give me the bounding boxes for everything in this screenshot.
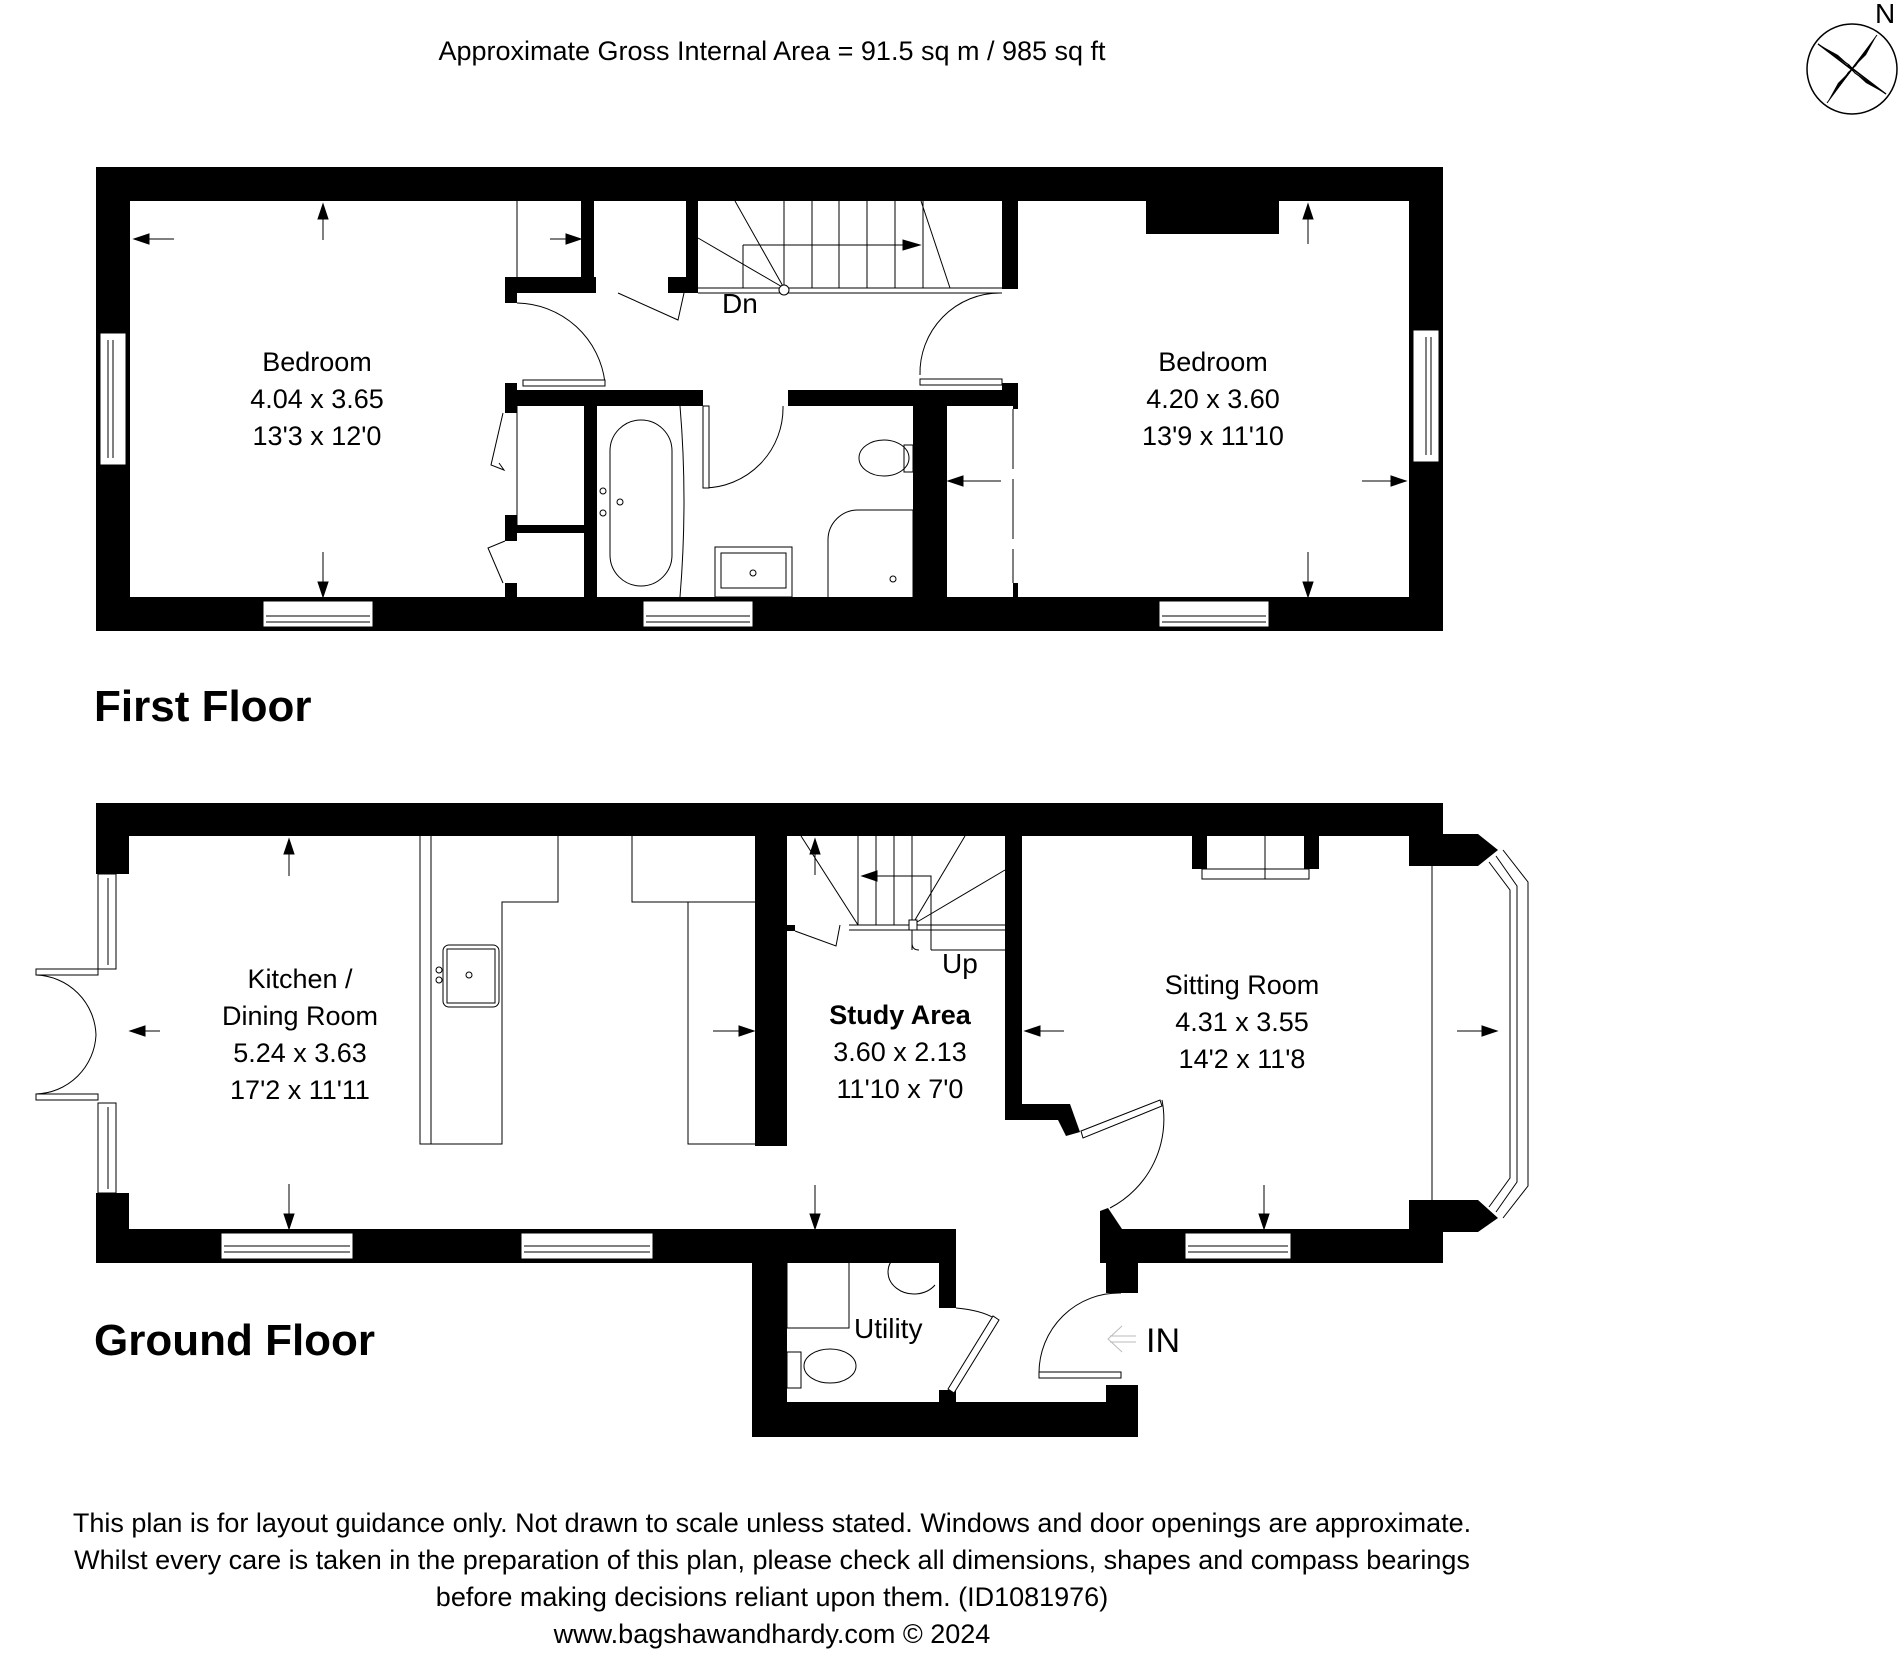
disclaimer-line-2: Whilst every care is taken in the preparation of this plan, please check all dimensions, shapes and compass bearings	[74, 1545, 1470, 1575]
disclaimer-line-1: This plan is for layout guidance only. Not drawn to scale unless stated. Windows and door openings are approximate.	[72, 1508, 1472, 1538]
room-imperial: 13'3 x 12'0	[252, 421, 382, 451]
room-label-utility: Utility	[854, 1313, 923, 1344]
stairs-up-label: Up	[942, 948, 978, 979]
room-label-study-area	[790, 997, 1010, 1108]
staircase	[698, 201, 1002, 295]
compass-rose-icon	[1807, 24, 1897, 114]
room-name: Bedroom	[262, 347, 372, 377]
room-metric: 4.04 x 3.65	[250, 384, 384, 414]
room-name: Bedroom	[1158, 347, 1268, 377]
entrance-label: IN	[1146, 1322, 1180, 1360]
room-metric: 4.31 x 3.55	[1175, 1007, 1309, 1037]
floor-title-ground: Ground Floor	[94, 1316, 376, 1365]
room-metric: 3.60 x 2.13	[833, 1037, 967, 1067]
entrance-arrow-icon	[1108, 1326, 1136, 1352]
room-name: Kitchen /	[247, 964, 353, 994]
staircase	[795, 836, 1005, 950]
room-name: Study Area	[829, 1000, 971, 1030]
disclaimer-line-3: before making decisions reliant upon them. (ID1081976)	[435, 1582, 1109, 1612]
stairs-down-label: Dn	[722, 288, 758, 319]
gross-internal-area: Approximate Gross Internal Area = 91.5 sq m / 985 sq ft	[438, 36, 1106, 66]
room-name-2: Dining Room	[221, 1001, 379, 1031]
floor-title-first: First Floor	[94, 682, 312, 731]
room-imperial: 17'2 x 11'11	[230, 1075, 370, 1105]
room-label-bedroom-1	[207, 344, 427, 455]
disclaimer	[0, 1505, 1544, 1653]
room-name: Sitting Room	[1164, 970, 1320, 1000]
room-label-kitchen-dining	[180, 961, 420, 1109]
room-label-bedroom-2	[1103, 344, 1323, 455]
room-imperial: 13'9 x 11'10	[1142, 421, 1284, 451]
room-metric: 5.24 x 3.63	[233, 1038, 367, 1068]
room-metric: 4.20 x 3.60	[1146, 384, 1280, 414]
website-credit: www.bagshawandhardy.com © 2024	[553, 1619, 991, 1649]
room-imperial: 11'10 x 7'0	[836, 1074, 964, 1104]
room-imperial: 14'2 x 11'8	[1178, 1044, 1306, 1074]
room-label-sitting-room	[1132, 967, 1352, 1078]
compass-north-label: N	[1875, 0, 1896, 29]
